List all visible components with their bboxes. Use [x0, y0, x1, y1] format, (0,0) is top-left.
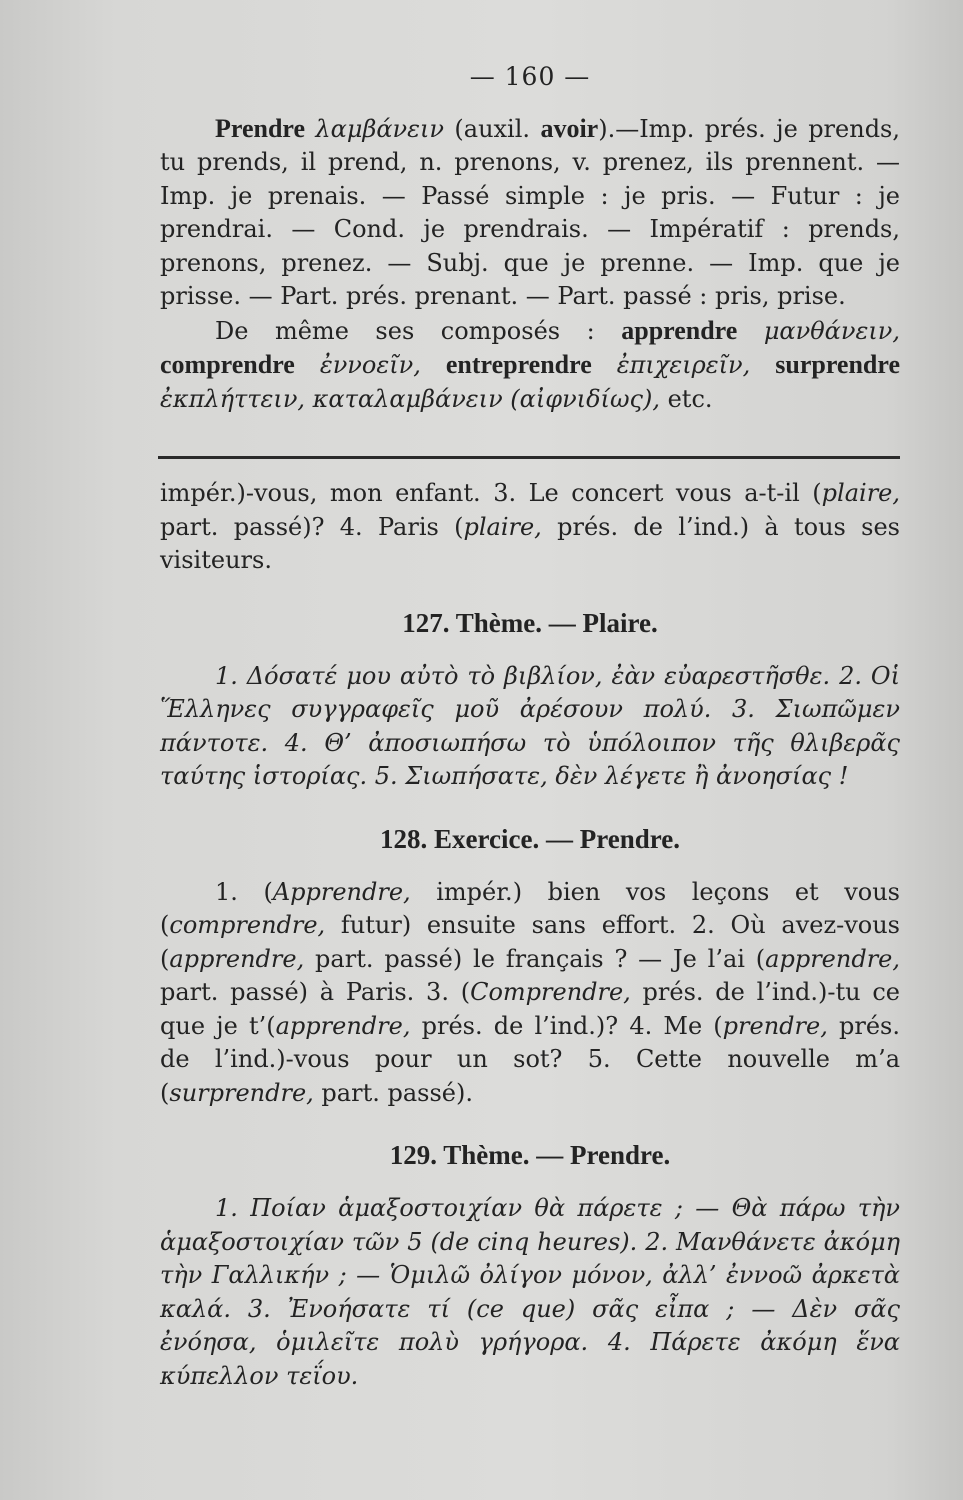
ex128-italic-8: surprendre, — [169, 1078, 314, 1107]
ex128-italic-1: Apprendre, — [272, 877, 411, 906]
ex128-text-6: prés. de l’ind.)-tu ce que je t’( — [160, 978, 900, 1040]
continuation-italic-2: plaire, — [463, 512, 542, 541]
composes-intro: De même ses composés : — [215, 316, 595, 345]
theme-127-title: 127. Thème. — Plaire. — [402, 607, 658, 638]
ex128-text-8: prés. de l’ind.)-vous pour un sot? 5. Cette nouvelle m’a ( — [160, 1011, 900, 1107]
ex128-italic-7: prendre, — [722, 1011, 828, 1040]
theme-127-text: 1. Δόσατέ μου αὐτὸ τὸ βιβλίον, ἐὰν εὐαρεστῆσθε. 2. Οἱ Ἕλληνες συγγραφεῖς μοῦ ἀρέσουν πολύ. 3. Σιωπῶμεν πάντοτε. 4. Θ’ ἀποσιωπήσω τὸ ὑπόλοιπον τῆς θλιβερᾶς ταύτης ἱστορίας. 5. Σιωπήσατε, δὲν λέγετε ἢ ἀνοησίας ! — [160, 661, 900, 790]
continuation-italic-1: plaire, — [821, 479, 900, 507]
compose-surprendre-greek: ἐκπλήττειν, καταλαμβάνειν (αἰφνιδίως), — [160, 384, 660, 413]
compose-entreprendre-greek: ἐπιχειρεῖν, — [616, 351, 751, 379]
exercice-128-title: 128. Exercice. — Prendre. — [380, 823, 680, 854]
page-content — [160, 60, 900, 1393]
aux-open: (auxil. — [454, 114, 531, 143]
compose-comprendre-greek: ἐννοεῖν, — [319, 351, 421, 379]
theme-129-title: 129. Thème. — Prendre. — [389, 1140, 671, 1170]
exercice-128-text — [160, 876, 900, 1111]
ex128-italic-4: apprendre, — [765, 944, 900, 973]
continuation-text-1: impér.)-vous, mon enfant. 3. Le concert vous a-t-il ( — [160, 479, 822, 507]
aux-verb: avoir — [540, 113, 599, 143]
ex128-text-4: part. passé) le français ? — Je l’ai ( — [304, 944, 766, 973]
ex128-italic-5: Comprendre, — [470, 978, 631, 1006]
ex128-text-1: 1. ( — [215, 877, 273, 906]
ex128-italic-6: apprendre, — [275, 1011, 411, 1040]
composes-paragraph — [160, 314, 900, 417]
lemma-greek: λαμβάνειν — [315, 114, 444, 143]
ex128-text-3: futur) ensuite sans effort. 2. Où avez-vous ( — [160, 911, 900, 973]
ex128-italic-2: comprendre, — [169, 911, 326, 939]
conjugation-text: ).—Imp. prés. je prends, tu prends, il prend, n. prenons, v. prenez, ils prennent. — Imp. je prenais. — Passé simple : je pris. — Futur : je prendrai. — Cond. je prendrais. — Impératif : prends, prenons, prenez. — Subj. que je prenne. — Imp. que je prisse. — Part. prés. prenant. — Part. passé : pris, prise. — [160, 114, 900, 310]
lemma-prendre: Prendre — [215, 113, 306, 143]
compose-apprendre-greek: μανθάνειν, — [763, 316, 900, 345]
ex128-text-7: prés. de l’ind.)? 4. Me ( — [410, 1011, 723, 1040]
ex128-italic-3: apprendre, — [169, 944, 305, 973]
ex128-text-5: part. passé) à Paris. 3. ( — [160, 978, 471, 1006]
compose-surprendre: surprendre — [775, 350, 900, 379]
footnote-divider — [158, 456, 900, 459]
continuation-text-2: part. passé)? 4. Paris ( — [160, 512, 464, 541]
compose-apprendre: apprendre — [621, 315, 738, 345]
ex128-text-9: part. passé). — [313, 1078, 473, 1107]
continuation-paragraph — [160, 477, 900, 578]
continuation-text-3: prés. de l’ind.) à tous ses visiteurs. — [160, 512, 900, 574]
compose-comprendre: comprendre — [160, 350, 295, 379]
prendre-conjugation-paragraph — [160, 112, 900, 314]
theme-129-text: 1. Ποίαν ἁμαξοστοιχίαν θὰ πάρετε ; — Θὰ πάρω τὴν ἁμαξοστοιχίαν τῶν 5 (de cinq heures). 2. Μανθάνετε ἀκόμη τὴν Γαλλικήν ; — Ὁμιλῶ ὀλίγον μόνον, ἀλλ’ ἐννοῶ ἀρκετὰ καλά. 3. Ἐνοήσατε τί (ce que) σᾶς εἶπα ; — Δὲν σᾶς ἐνόησα, ὁμιλεῖτε πολὺ γρήγορα. 4. Πάρετε ἀκόμη ἕνα κύπελλον τεΐου. — [160, 1194, 900, 1390]
page-number: — 160 — — [469, 62, 591, 91]
etc-text: etc. — [667, 384, 713, 413]
ex128-text-2: impér.) bien vos leçons et vous ( — [160, 877, 900, 939]
compose-entreprendre: entreprendre — [445, 350, 592, 379]
